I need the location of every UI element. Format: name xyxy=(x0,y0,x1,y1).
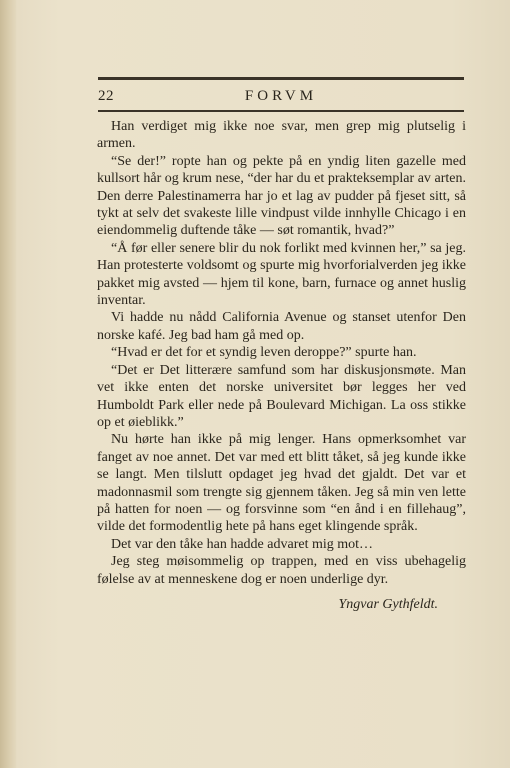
header-rule-top xyxy=(98,77,464,80)
journal-title: FORVM xyxy=(244,88,318,104)
paragraph: “Det er Det litterære samfund som har diskusjonsmøte. Man vet ikke enten det norske universitet bør legges her ved Humboldt Park eller nede på Boulevard Michigan. La oss stikke op et øieblikk.” xyxy=(97,362,466,430)
paragraph: Jeg steg møisommelig op trappen, med en viss ubehagelig følelse av at menneskene dog er noen underlige dyr. xyxy=(97,554,466,587)
page-binding-edge xyxy=(0,0,16,768)
paragraph: “Å før eller senere blir du nok forlikt med kvinnen her,” sa jeg. Han protesterte voldsomt og spurte mig hvorforialverden jeg ikke pakket mig avsted — hjem til kone, barn, furnace og annet huslig inventar. xyxy=(97,240,466,309)
header-rule-bottom xyxy=(98,110,464,112)
page-number: 22 xyxy=(98,88,114,104)
author-signature: Yngvar Gythfeldt. xyxy=(338,597,438,612)
paragraph: “Se der!” ropte han og pekte på en yndig liten gazelle med kullsort hår og krum nese, “der har du et prakteksemplar av arten. Den derre Palestinamerra har jo et lag av pudder på fjeset sitt, så tykt at selv det svakeste lille vindpust vilde innhylle Chicago i en eiendommelig duftende tåke — søt romantik, hvad?” xyxy=(97,153,466,239)
paragraph: Han verdiget mig ikke noe svar, men grep mig plutselig i armen. xyxy=(97,119,466,152)
article-body xyxy=(97,118,466,588)
page-header xyxy=(98,88,464,108)
paragraph: Vi hadde nu nådd California Avenue og stanset utenfor Den norske kafé. Jeg bad ham gå med op. xyxy=(97,310,466,343)
paragraph: Nu hørte han ikke på mig lenger. Hans opmerksomhet var fanget av noe annet. Det var med ett blitt tåket, så jeg kunde ikke se langt. Men tilslutt opdaget jeg hvad det gjaldt. Det var et madonnasmil som trengte sig gjennem tåken. Jeg så min ven lette på hatten for noen — og forsvinne som “en ånd i en fillehaug”, vilde det formodentlig hete på hans eget klingende språk. xyxy=(97,432,466,535)
paragraph: “Hvad er det for et syndig leven deroppe?” spurte han. xyxy=(111,345,417,361)
paragraph: Det var den tåke han hadde advaret mig mot… xyxy=(111,536,374,552)
